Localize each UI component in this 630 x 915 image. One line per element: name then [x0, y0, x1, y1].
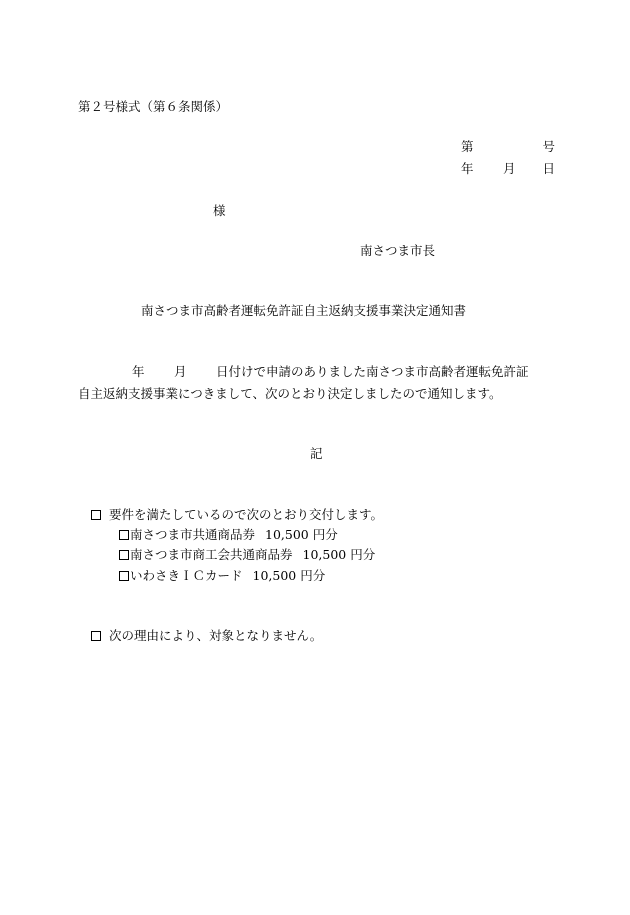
- issuer-name: 南さつま市長: [360, 243, 436, 258]
- date-year-label: 年: [461, 161, 474, 176]
- approve-checkbox[interactable]: [91, 510, 101, 520]
- document-date: [461, 163, 555, 176]
- date-day-label: 日: [542, 161, 555, 176]
- form-number-label: 第２号様式（第６条関係）: [78, 99, 229, 114]
- benefit-name: 南さつま市商工会共通商品券: [130, 547, 293, 562]
- approve-label: 要件を満たしているので次のとおり交付します。: [109, 507, 384, 522]
- option-approve: [91, 509, 383, 522]
- date-month-label: 月: [503, 161, 516, 176]
- benefit-item: [119, 529, 338, 542]
- reject-checkbox[interactable]: [91, 631, 101, 641]
- benefit-checkbox[interactable]: [119, 550, 129, 560]
- benefit-checkbox[interactable]: [119, 530, 129, 540]
- ki-heading: 記: [310, 446, 323, 461]
- benefit-item: [119, 549, 375, 562]
- benefit-amount: 10,500 円分: [302, 547, 376, 562]
- benefit-amount: 10,500 円分: [265, 527, 338, 542]
- benefit-amount: 10,500 円分: [252, 568, 326, 583]
- benefit-checkbox[interactable]: [119, 571, 129, 581]
- option-reject: [91, 630, 322, 643]
- document-title: 南さつま市高齢者運転免許証自主返納支援事業決定通知書: [141, 303, 467, 318]
- document-number-suffix: 号: [542, 139, 555, 154]
- body-year-label: 年: [132, 364, 145, 379]
- body-line-1-text: 日付けで申請のありました南さつま市高齢者運転免許証: [216, 364, 529, 379]
- addressee-honorific: 様: [213, 203, 226, 218]
- benefit-name: いわさきＩＣカード: [130, 568, 243, 583]
- body-line-2: 自主返納支援事業につきまして、次のとおり決定しましたので通知します。: [78, 386, 502, 401]
- benefit-name: 南さつま市共通商品券: [130, 527, 256, 542]
- document-number-prefix: 第: [461, 139, 474, 154]
- benefit-item: [119, 570, 325, 583]
- document-number: [461, 141, 555, 154]
- body-month-label: 月: [174, 364, 187, 379]
- reject-label: 次の理由により、対象となりません。: [109, 628, 323, 643]
